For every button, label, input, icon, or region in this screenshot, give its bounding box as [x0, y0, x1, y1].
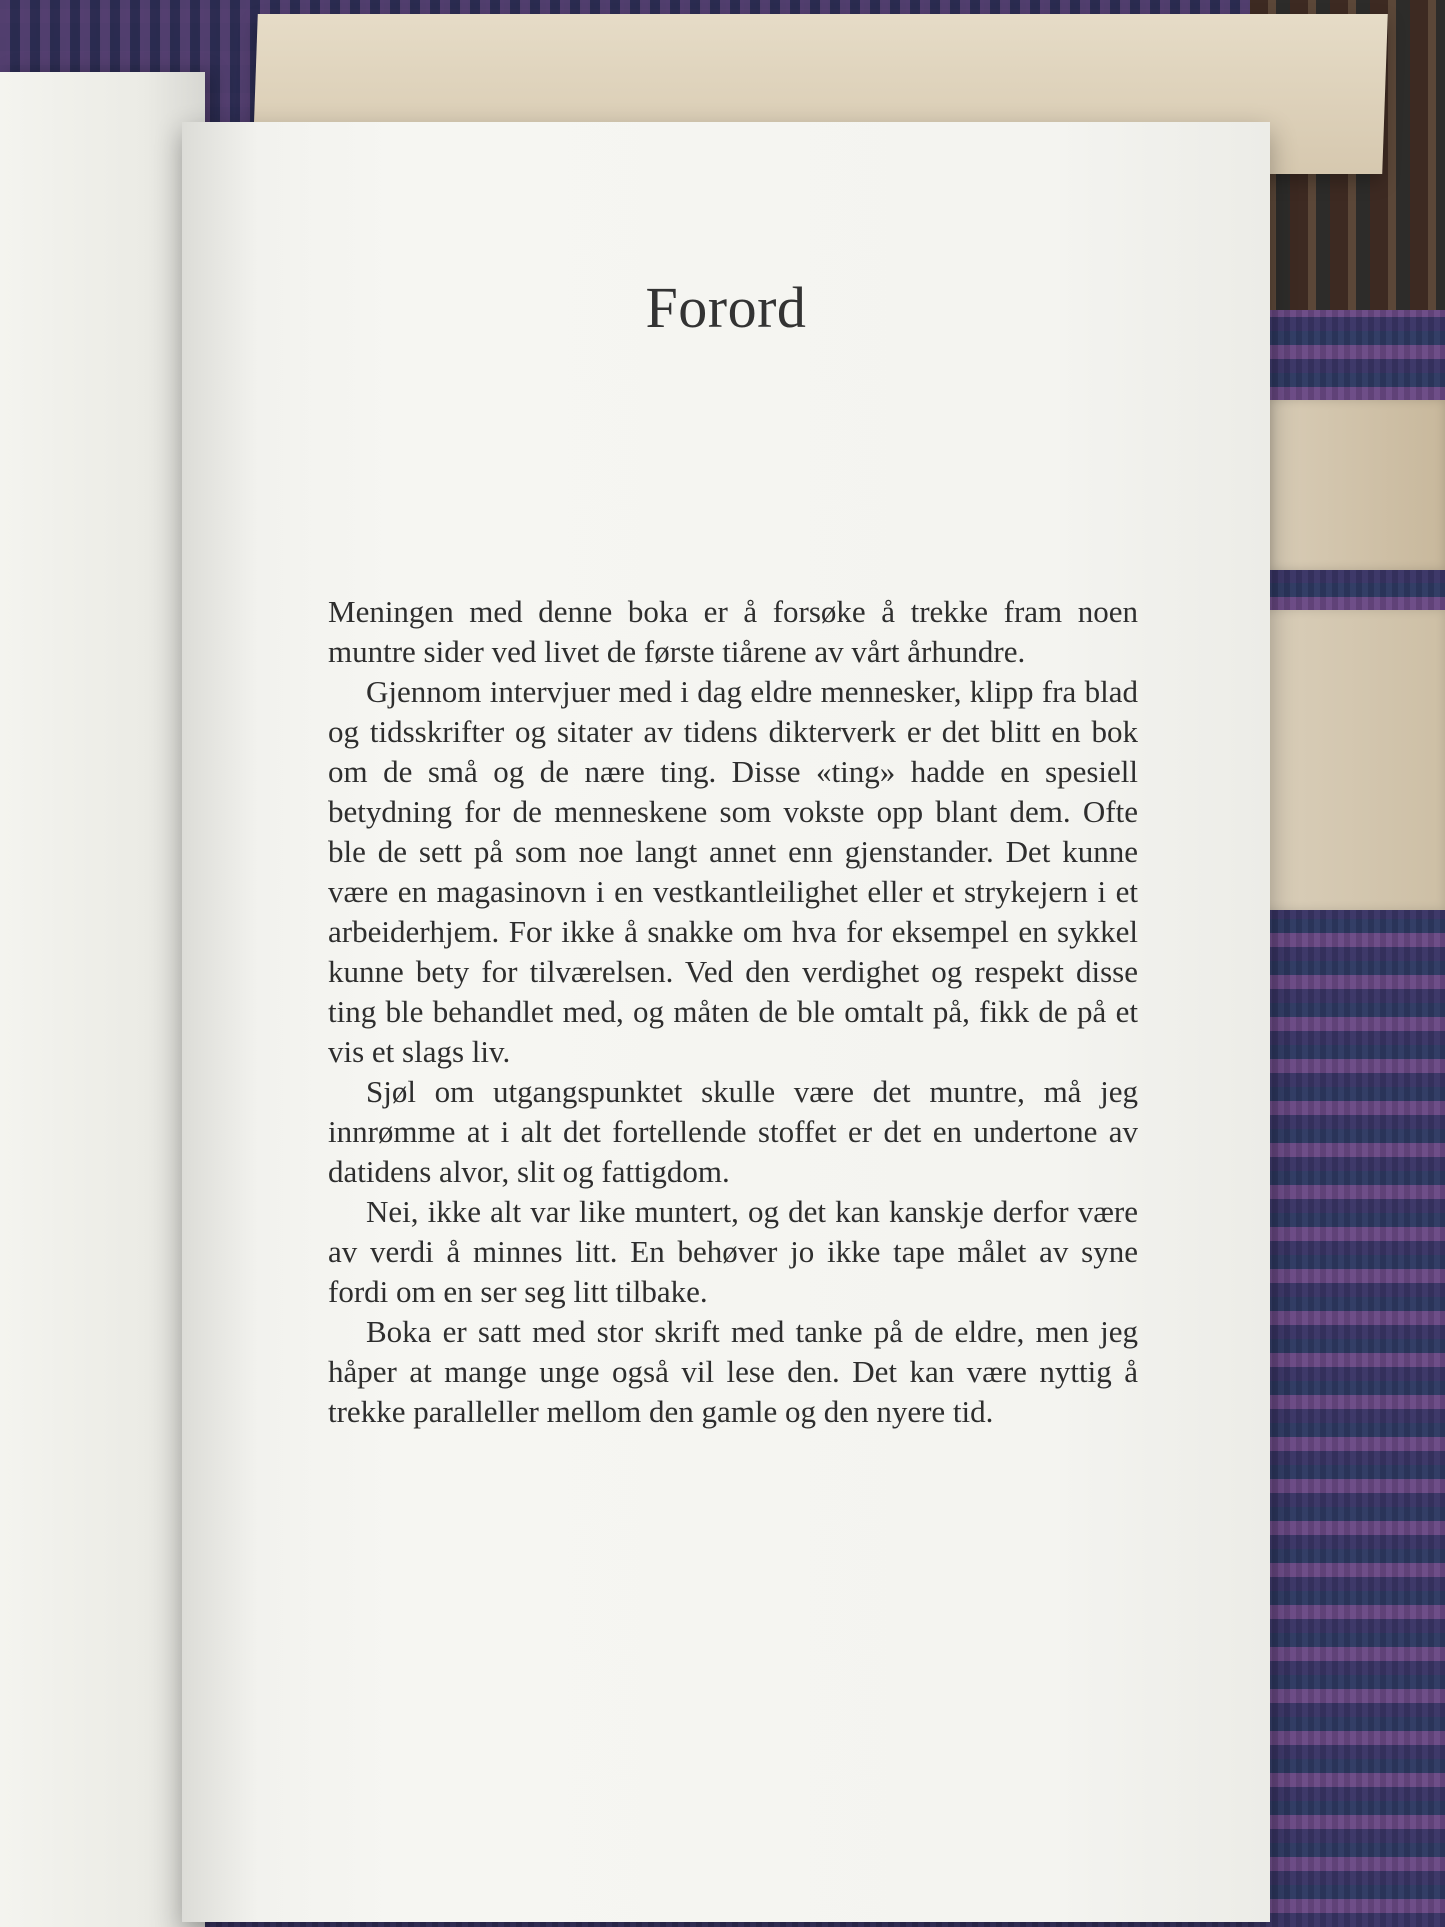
left-page [0, 72, 205, 1927]
page-title: Forord [645, 275, 807, 340]
book-page [182, 122, 1270, 1922]
paragraph-1: Meningen med denne boka er å forsøke å trekke fram noen muntre sider ved livet de første tiårene av vårt århundre. [328, 594, 1138, 669]
paragraph-5: Boka er satt med stor skrift med tanke på de eldre, men jeg håper at mange unge også vil lese den. Det kan være nyttig å trekke paralleller mellom den gamle og den nyere tid. [328, 1314, 1138, 1429]
paragraph-4: Nei, ikke alt var like muntert, og det kan kanskje derfor være av verdi å minnes litt. En behøver jo ikke tape målet av syne fordi om en ser seg litt tilbake. [328, 1194, 1138, 1309]
foreword-text [328, 592, 1138, 1432]
paper-stack-right-upper [1270, 400, 1445, 570]
paper-stack-right-lower [1240, 610, 1445, 910]
paragraph-2: Gjennom intervjuer med i dag eldre mennesker, klipp fra blad og tidsskrifter og sitater av tidens dikterverk er det blitt en bok om de små og de nære ting. Disse «ting» hadde en spesiell betydning for de menneskene som vokste opp blant dem. Ofte ble de sett på som noe langt annet enn gjenstander. Det kunne være en magasinovn i en vestkantleilighet eller et strykejern i et arbeiderhjem. For ikke å snakke om hva for eksempel en sykkel kunne bety for tilværelsen. Ved den verdighet og respekt disse ting ble behandlet med, og måten de ble omtalt på, fikk de på et vis et slags liv. [328, 674, 1138, 1069]
paragraph-3: Sjøl om utgangspunktet skulle være det muntre, må jeg innrømme at i alt det fortellende stoffet er det en undertone av datidens alvor, slit og fattigdom. [328, 1074, 1138, 1189]
